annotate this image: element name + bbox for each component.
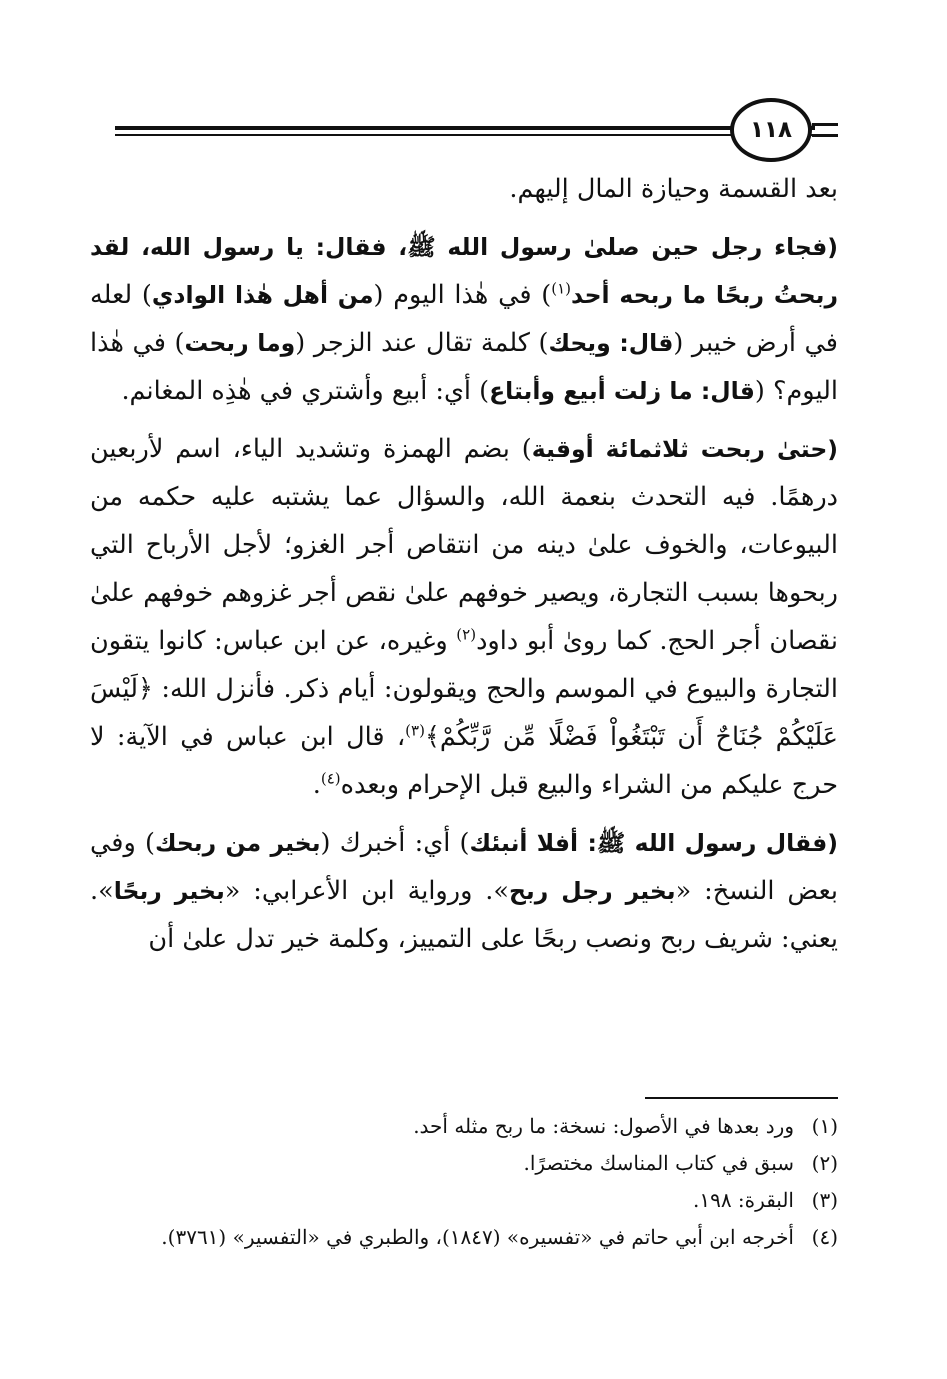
hadith-text: (حتىٰ ربحت ثلاثمائة أوقية: [531, 435, 838, 463]
paragraph: [90, 165, 838, 213]
commentary-text: ) لعله في أرض خيبر (: [90, 280, 838, 358]
commentary-text: ) كلمة تقال عند الزجر (: [295, 328, 549, 358]
footnote-ref: (٤): [320, 769, 341, 788]
footnote: [90, 1145, 838, 1182]
commentary-text: ) وفي بعض النسخ: «: [90, 828, 838, 906]
commentary-text: ) أي: أخبرك (: [320, 828, 470, 858]
commentary-text: ». يعني: شريف ربح ونصب ربحًا على التمييز، وكلمة خير تدل علىٰ أن: [90, 876, 838, 954]
commentary-text: .: [312, 770, 321, 800]
header-rule-end: [812, 123, 838, 137]
hadith-text: بخير ربحًا: [113, 877, 225, 905]
header-rule: [115, 126, 815, 130]
hadith-text: قال: ويحك: [548, 329, 674, 357]
footnote-ref: (٣): [405, 721, 425, 740]
page-number-badge: [730, 98, 812, 162]
paragraph: [90, 425, 838, 809]
body-text: [90, 165, 838, 973]
page-number: ١١٨: [749, 117, 793, 143]
commentary-text: ، قال ابن عباس في الآية: لا حرج عليكم من الشراء والبيع قبل الإحرام وبعده: [90, 722, 838, 800]
footnote-text: سبق في كتاب المناسك مختصرًا.: [523, 1151, 794, 1175]
paragraph: [90, 223, 838, 415]
header-rule-thin: [115, 134, 815, 136]
footnote-text: أخرجه ابن أبي حاتم في «تفسيره» (١٨٤٧)، والطبري في «التفسير» (٣٧٦١).: [161, 1225, 794, 1249]
paragraph: [90, 819, 838, 963]
footnote-number: (٤): [811, 1225, 838, 1249]
hadith-text: وما ربحت: [184, 329, 296, 357]
footnote-separator: [645, 1097, 838, 1099]
commentary-text: وغيره، عن ابن عباس: كانوا يتقون التجارة والبيوع في الموسم والحج ويقولون: أيام ذكر. فأنزل الله: ﴿لَيْسَ عَلَيْكُمْ جُنَاحٌ أَن تَبْتَغُواْ فَضْلًا مِّن رَّبِّكُمْ﴾: [90, 626, 838, 752]
footnote-text: ورد بعدها في الأصول: نسخة: ما ربح مثله أحد.: [413, 1114, 794, 1138]
hadith-text: (فقال رسول الله ﷺ: أفلا أنبئك: [469, 829, 839, 857]
hadith-text: (فجاء رجل حين صلىٰ رسول الله ﷺ، فقال: يا رسول الله، لقد ربحتُ ربحًا ما ربحه أحد: [90, 233, 838, 309]
commentary-text: بعد القسمة وحيازة المال إليهم.: [509, 174, 838, 204]
footnote-number: (٣): [811, 1188, 838, 1212]
hadith-text: بخير من ربحك: [154, 829, 321, 857]
footnote-number: (٢): [811, 1151, 838, 1175]
footnote-text: البقرة: ١٩٨.: [692, 1188, 794, 1212]
footnote-ref: (١): [551, 279, 571, 298]
footnote: [90, 1108, 838, 1145]
footnote: [90, 1219, 838, 1256]
commentary-text: ) أي: أبيع وأشتري في هٰذِه المغانم.: [121, 376, 490, 406]
hadith-text: من أهل هٰذا الوادي: [151, 281, 374, 309]
commentary-text: ) في هٰذا اليوم؟ (: [90, 328, 838, 406]
commentary-text: ) في هٰذا اليوم (: [373, 280, 552, 310]
footnote-number: (١): [811, 1114, 838, 1138]
hadith-text: قال: ما زلت أبيع وأبتاع: [489, 377, 755, 405]
commentary-text: ». ورواية ابن الأعرابي: «: [224, 876, 509, 906]
footnote: [90, 1182, 838, 1219]
footnote-ref: (٢): [456, 625, 477, 644]
commentary-text: ) بضم الهمزة وتشديد الياء، اسم لأربعين درهمًا. فيه التحدث بنعمة الله، والسؤال عما يشتبه عليه حكمه من البيوعات، والخوف علىٰ دينه من انتقاص أجر الغزو؛ لأجل الأرباح التي ربحوها بسبب التجارة، ويصير خوفهم علىٰ نقص أجر غزوهم خوفهم علىٰ نقصان أجر الحج. كما روىٰ أبو داود: [90, 434, 838, 656]
hadith-text: بخير رجل ربح: [508, 877, 676, 905]
footnotes: [90, 1108, 838, 1256]
